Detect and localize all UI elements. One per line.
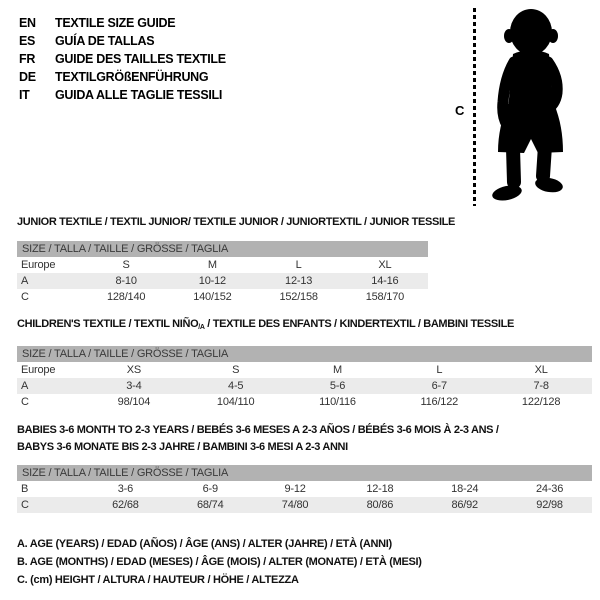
size-value-cell: 6-9 xyxy=(202,483,218,495)
row-header-cell: A xyxy=(17,378,83,394)
size-value-cell: 140/152 xyxy=(193,291,232,303)
children-table-title: CHILDREN'S TEXTILE / TEXTIL $NIÑO_{/A}$ / TEXTILE DES ENFANTS / KINDERTEXTIL / BAMBINI TESSILE xyxy=(17,318,514,331)
size-value-cell: L xyxy=(436,364,443,376)
size-value-cell: 3-6 xyxy=(117,483,134,495)
row-header-cell: Europe xyxy=(21,259,56,271)
language-list xyxy=(19,14,226,104)
size-value-cell: 80/86 xyxy=(337,497,422,513)
size-value-cell: 8-10 xyxy=(83,273,169,289)
height-measure-dashed-line xyxy=(473,8,476,206)
size-header-bar: SIZE / TALLA / TAILLE / GRÖSSE / TAGLIA xyxy=(17,346,592,362)
language-row-de xyxy=(19,68,226,86)
size-value-cell: 10-12 xyxy=(169,273,255,289)
size-value-cell: 152/158 xyxy=(279,291,318,303)
language-code: EN xyxy=(19,16,36,30)
language-title: GUÍA DE TALLAS xyxy=(55,34,155,48)
size-value-cell: 128/140 xyxy=(106,291,146,303)
size-value-cell: M xyxy=(333,364,342,376)
language-title: TEXTILE SIZE GUIDE xyxy=(55,16,176,30)
language-code: ES xyxy=(19,34,36,48)
size-value-cell: 116/122 xyxy=(420,396,459,408)
junior-table-title: JUNIOR TEXTILE / TEXTIL JUNIOR/ TEXTILE JUNIOR / JUNIORTEXTIL / JUNIOR TESSILE xyxy=(17,216,456,228)
row-header-cell: C xyxy=(21,291,29,303)
language-row-en xyxy=(19,14,226,32)
junior-size-table xyxy=(17,257,428,305)
size-value-cell: 6-7 xyxy=(388,378,490,394)
size-value-cell: 98/104 xyxy=(117,396,151,408)
size-header-bar: SIZE / TALLA / TAILLE / GRÖSSE / TAGLIA xyxy=(17,465,592,481)
size-value-cell: 158/170 xyxy=(365,291,405,303)
size-value-cell: 104/110 xyxy=(216,396,255,408)
toddler-silhouette-icon xyxy=(482,4,580,208)
size-value-cell: 3-4 xyxy=(83,378,185,394)
table-row xyxy=(17,497,592,513)
babies-textile-section xyxy=(17,422,592,513)
row-header-cell: A xyxy=(17,273,83,289)
table-row xyxy=(17,394,592,410)
gender-suffix-subscript: /A xyxy=(198,324,205,331)
row-header-cell: C xyxy=(17,497,83,513)
size-value-cell: 92/98 xyxy=(507,497,592,513)
size-value-cell: L xyxy=(295,259,302,271)
language-row-es xyxy=(19,32,226,50)
language-row-it xyxy=(19,86,226,104)
language-code: FR xyxy=(19,52,36,66)
size-value-cell: 18-24 xyxy=(451,483,479,495)
table-row xyxy=(17,273,428,289)
size-value-cell: 68/74 xyxy=(168,497,253,513)
table-row xyxy=(17,289,428,305)
size-value-cell: S xyxy=(232,364,240,376)
language-row-fr xyxy=(19,50,226,68)
measure-legend xyxy=(17,535,422,589)
table-row xyxy=(17,257,428,273)
table-row xyxy=(17,362,592,378)
size-value-cell: 7-8 xyxy=(490,378,592,394)
junior-textile-section xyxy=(17,216,456,305)
row-header-cell: B xyxy=(21,483,29,495)
language-title: GUIDA ALLE TAGLIE TESSILI xyxy=(55,88,223,102)
table-row xyxy=(17,378,592,394)
size-value-cell: S xyxy=(122,259,130,271)
table-row xyxy=(17,481,592,497)
size-value-cell: 62/68 xyxy=(83,497,168,513)
language-title: GUIDE DES TAILLES TEXTILE xyxy=(55,52,226,66)
size-value-cell: XS xyxy=(126,364,142,376)
size-value-cell: 86/92 xyxy=(422,497,507,513)
size-value-cell: 14-16 xyxy=(342,273,428,289)
row-header-cell: C xyxy=(21,396,29,408)
size-value-cell: M xyxy=(207,259,217,271)
language-code: IT xyxy=(19,88,30,102)
size-value-cell: 9-12 xyxy=(284,483,306,495)
size-value-cell: 5-6 xyxy=(287,378,389,394)
height-measure-label: C xyxy=(455,103,465,118)
size-value-cell: 12-13 xyxy=(256,273,342,289)
children-textile-section xyxy=(17,318,592,410)
children-size-table xyxy=(17,362,592,410)
size-value-cell: 122/128 xyxy=(521,396,561,408)
language-title: TEXTILGRÖßENFÜHRUNG xyxy=(55,70,209,84)
legend-line-c: C. (cm) HEIGHT / ALTURA / HAUTEUR / HÖHE / ALTEZZA xyxy=(17,574,299,586)
babies-table-title xyxy=(17,422,592,456)
size-header-bar: SIZE / TALLA / TAILLE / GRÖSSE / TAGLIA xyxy=(17,241,428,257)
size-value-cell: XL xyxy=(534,364,548,376)
row-header-cell: Europe xyxy=(21,364,56,376)
babies-size-table xyxy=(17,481,592,513)
size-value-cell: 24-36 xyxy=(536,483,564,495)
size-value-cell: 74/80 xyxy=(253,497,338,513)
babies-title-line2: BABYS 3-6 MONATE BIS 2-3 JAHRE / BAMBINI 3-6 MESI A 2-3 ANNI xyxy=(17,441,348,453)
legend-line-b: B. AGE (MONTHS) / EDAD (MESES) / ÂGE (MOIS) / ALTER (MONATE) / ETÀ (MESI) xyxy=(17,556,422,568)
size-value-cell: 110/116 xyxy=(319,396,356,408)
size-value-cell: XL xyxy=(378,259,392,271)
babies-title-line1: BABIES 3-6 MONTH TO 2-3 YEARS / BEBÉS 3-6 MESES A 2-3 AÑOS / BÉBÉS 3-6 MOIS À 2-3 ANS / xyxy=(17,424,499,436)
size-value-cell: 12-18 xyxy=(366,483,394,495)
size-value-cell: 4-5 xyxy=(185,378,287,394)
legend-line-a: A. AGE (YEARS) / EDAD (AÑOS) / ÂGE (ANS) / ALTER (JAHRE) / ETÀ (ANNI) xyxy=(17,538,392,550)
language-code: DE xyxy=(19,70,36,84)
